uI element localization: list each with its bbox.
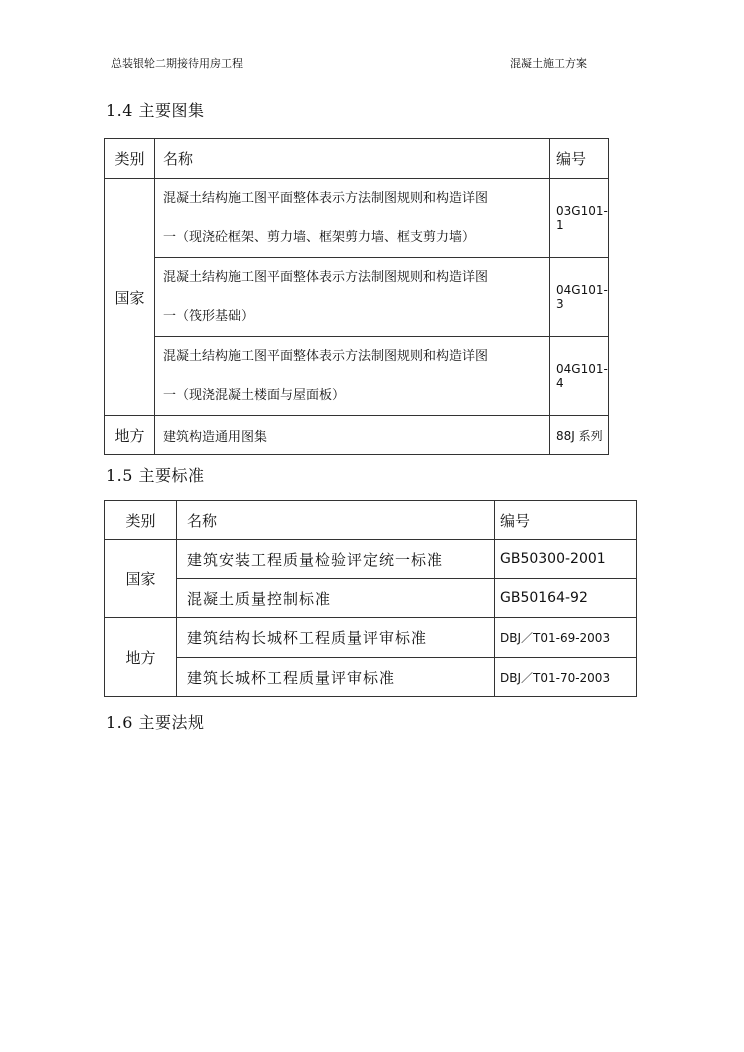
header-category: 类别 [105,139,155,179]
header-category: 类别 [105,501,177,540]
standard-code: GB50300-2001 [495,540,637,579]
atlas-table [104,138,609,455]
header-name: 名称 [177,501,495,540]
table-row [105,337,609,416]
table-row [105,258,609,337]
header-document-title: 混凝土施工方案 [510,57,587,70]
standard-code: DBJ／T01-69-2003 [495,618,637,658]
atlas-name-line1: 混凝土结构施工图平面整体表示方法制图规则和构造详图 [163,270,489,285]
category-local: 地方 [105,618,177,697]
category-national: 国家 [105,179,155,416]
section-1-5-title: 1.5 主要标准 [106,466,205,485]
table-row [105,540,637,579]
table-header-row [105,501,637,540]
atlas-name-line1: 混凝土结构施工图平面整体表示方法制图规则和构造详图 [163,349,489,364]
table-row [105,658,637,697]
standard-code: GB50164-92 [495,579,637,618]
category-national: 国家 [105,540,177,618]
standard-name: 建筑长城杯工程质量评审标准 [177,658,495,697]
table-row [105,416,609,455]
table-row [105,179,609,258]
table-row [105,579,637,618]
atlas-name [155,337,550,416]
standard-name: 混凝土质量控制标准 [177,579,495,618]
standard-name: 建筑安装工程质量检验评定统一标准 [177,540,495,579]
atlas-code: 04G101-4 [550,337,609,416]
atlas-code: 03G101-1 [550,179,609,258]
atlas-code: 88J 系列 [550,416,609,455]
standard-code: DBJ／T01-70-2003 [495,658,637,697]
section-1-4-title: 1.4 主要图集 [106,101,205,120]
table-row [105,618,637,658]
atlas-name-line2: 一（现浇砼框架、剪力墙、框架剪力墙、框支剪力墙） [163,230,476,245]
atlas-name-line2: 一（筏形基础） [163,309,255,324]
header-project-name: 总装银轮二期接待用房工程 [111,57,243,70]
standard-name: 建筑结构长城杯工程质量评审标准 [177,618,495,658]
header-name: 名称 [155,139,550,179]
header-code: 编号 [495,501,637,540]
atlas-name [155,258,550,337]
table-header-row [105,139,609,179]
atlas-name: 建筑构造通用图集 [155,416,550,455]
header-code: 编号 [550,139,609,179]
standards-table [104,500,637,697]
atlas-name-line2: 一（现浇混凝土楼面与屋面板） [163,388,346,403]
atlas-name-line1: 混凝土结构施工图平面整体表示方法制图规则和构造详图 [163,191,489,206]
atlas-code: 04G101-3 [550,258,609,337]
category-local: 地方 [105,416,155,455]
section-1-6-title: 1.6 主要法规 [106,713,205,732]
atlas-name [155,179,550,258]
